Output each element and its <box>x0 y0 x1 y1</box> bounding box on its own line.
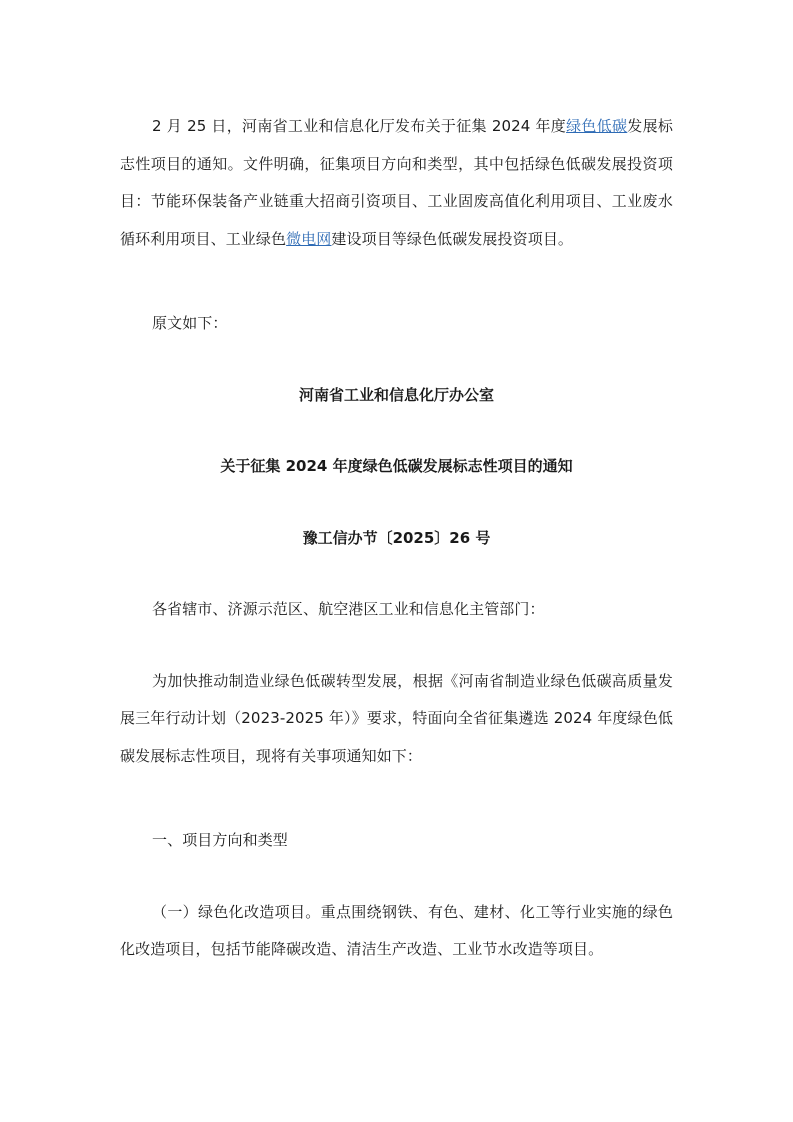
intro-text-1: 2 月 25 日，河南省工业和信息化厅发布关于征集 2024 年度 <box>152 117 567 135</box>
spacer <box>120 557 673 591</box>
spacer <box>120 775 673 822</box>
intro-text-2: 发展标志性项目的通知。文件明确，征集项目方向和类型，其中包括绿色低碳发展投资项目：节能环保装备产业链重大招商引资项目、工业固废高值化利用项目、工业废水循环利用项目、工业绿色 <box>120 117 673 248</box>
link-green-low-carbon[interactable]: 绿色低碳 <box>566 117 628 135</box>
link-microgrid[interactable]: 微电网 <box>286 229 332 248</box>
spacer <box>120 414 673 448</box>
intro-paragraph <box>120 108 673 258</box>
salutation: 各省辖市、济源示范区、航空港区工业和信息化主管部门： <box>152 600 545 618</box>
spacer <box>120 258 673 305</box>
section-1-item-1: （一）绿色化改造项目。重点围绕钢铁、有色、建材、化工等行业实施的绿色化改造项目，包括节能降碳改造、清洁生产改造、工业节水改造等项目。 <box>120 902 673 958</box>
spacer <box>120 343 673 377</box>
intro-text-3: 建设项目等绿色低碳发展投资项目。 <box>331 229 574 248</box>
section-heading-1: 一、项目方向和类型 <box>152 831 288 849</box>
notice-title: 关于征集 2024 年度绿色低碳发展标志性项目的通知 <box>220 457 573 475</box>
spacer <box>120 486 673 520</box>
document-page <box>120 108 673 969</box>
document-number: 豫工信办节〔2025〕26 号 <box>302 528 491 547</box>
preamble-paragraph: 为加快推动制造业绿色低碳转型发展，根据《河南省制造业绿色低碳高质量发展三年行动计划（2023-2025 年）》要求，特面向全省征集遴选 2024 年度绿色低碳发展标志性项目，现将有关事项通知如下： <box>120 671 673 765</box>
issuer-heading: 河南省工业和信息化厅办公室 <box>298 385 494 404</box>
original-text-label: 原文如下： <box>152 314 228 332</box>
spacer <box>120 629 673 663</box>
spacer <box>120 860 673 894</box>
